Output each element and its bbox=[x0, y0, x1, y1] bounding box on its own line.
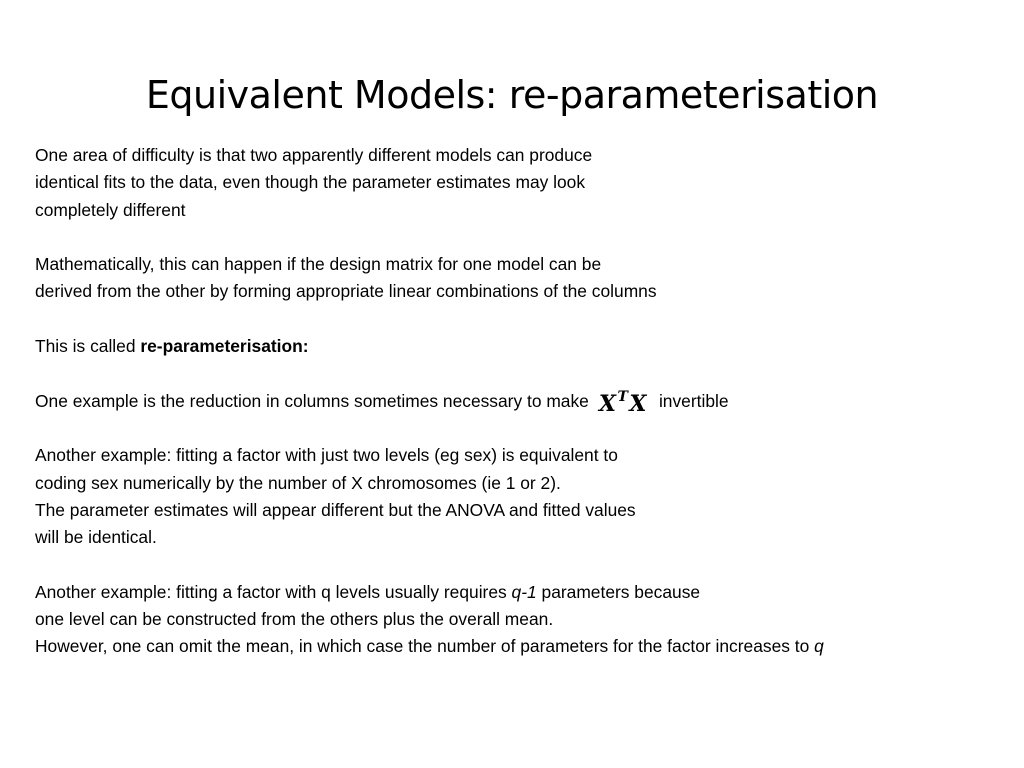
paragraph-1-line-3: completely different bbox=[35, 199, 186, 220]
paragraph-6-line-3 bbox=[35, 633, 1020, 660]
slide-body bbox=[35, 142, 1020, 661]
paragraph-3-prefix: This is called bbox=[35, 336, 141, 357]
paragraph-spacer bbox=[35, 551, 1020, 578]
paragraph-5-line-4: will be identical. bbox=[35, 527, 157, 548]
formula-x-tail: X bbox=[629, 390, 647, 417]
paragraph-spacer bbox=[35, 360, 1020, 387]
paragraph-4 bbox=[35, 388, 1020, 415]
slide-title: Equivalent Models: re-parameterisation bbox=[145, 73, 879, 117]
reparameterisation-term: re-parameterisation: bbox=[140, 336, 309, 357]
q-term: q bbox=[814, 636, 824, 657]
paragraph-6-line-3-prefix: However, one can omit the mean, in which case the number of parameters for the factor increases to bbox=[35, 636, 815, 657]
paragraph-5-line-3: The parameter estimates will appear different but the ANOVA and fitted values bbox=[35, 499, 636, 520]
paragraph-2-line-1: Mathematically, this can happen if the design matrix for one model can be bbox=[35, 254, 602, 275]
formula-transpose-sup: T bbox=[617, 388, 629, 405]
paragraph-spacer bbox=[35, 306, 1020, 333]
xtx-formula bbox=[598, 388, 647, 417]
paragraph-6-line-1-suffix: parameters because bbox=[536, 581, 701, 602]
paragraph-5-line-2: coding sex numerically by the number of X chromosomes (ie 1 or 2). bbox=[35, 472, 561, 493]
paragraph-6-line-1-prefix: Another example: fitting a factor with q levels usually requires bbox=[35, 581, 512, 602]
paragraph-1-line-1: One area of difficulty is that two apparently different models can produce bbox=[35, 145, 593, 165]
paragraph-5-line-1: Another example: fitting a factor with just two levels (eg sex) is equivalent to bbox=[35, 445, 618, 466]
paragraph-4-suffix: invertible bbox=[658, 390, 729, 411]
q-minus-1-term: q-1 bbox=[511, 581, 537, 602]
paragraph-3 bbox=[35, 333, 1020, 360]
paragraph-4-prefix: One example is the reduction in columns sometimes necessary to make bbox=[35, 390, 589, 411]
formula-x-base: X bbox=[598, 390, 617, 417]
paragraph-2-line-2: derived from the other by forming appropriate linear combinations of the columns bbox=[35, 281, 657, 302]
paragraph-6-line-1 bbox=[35, 579, 1020, 606]
paragraph-spacer bbox=[35, 415, 1020, 442]
paragraph-spacer bbox=[35, 224, 1020, 251]
paragraph-1-line-2: identical fits to the data, even though the parameter estimates may look bbox=[35, 172, 586, 193]
paragraph-6-line-2: one level can be constructed from the others plus the overall mean. bbox=[35, 609, 554, 630]
